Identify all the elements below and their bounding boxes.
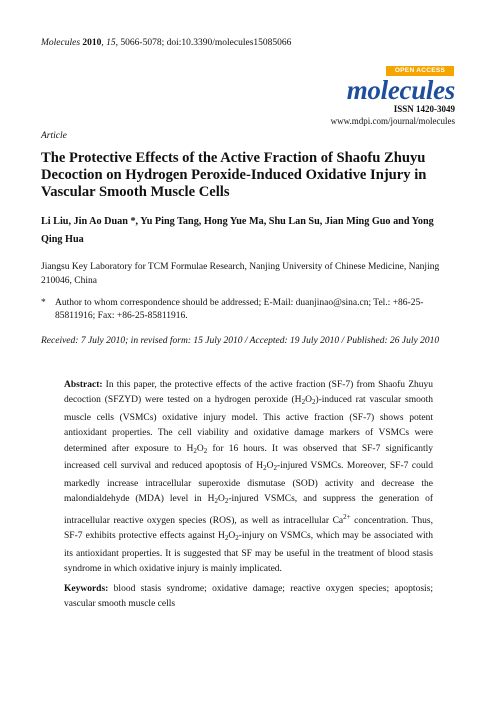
author-list: Li Liu, Jin Ao Duan *, Yu Ping Tang, Hong Yue Ma, Shu Lan Su, Jian Ming Guo and Yong Qing Hua	[41, 216, 434, 245]
subscript: 2	[224, 497, 229, 506]
abstract-text: concentration. Thus, SF-7 exhibits protective effects against H	[64, 515, 433, 542]
abstract-text: )-induced rat vascular smooth muscle cells (VSMCs) oxidative injury model. This active fraction (SF-7) shows potent antioxidant properties. The cell viability and oxidative damage markers of VSMCs were determined after exposure to H	[64, 395, 434, 454]
citation-volume: 15	[106, 38, 116, 48]
abstract-label: Abstract:	[64, 380, 103, 390]
correspondence-mark: *	[41, 298, 46, 308]
citation-year: 2010	[82, 38, 102, 48]
abstract-text: O	[228, 531, 236, 542]
abstract-text: -injured VSMCs, and suppress the generation of intracellular reactive oxygen species (ROS), as well as intracellular Ca	[64, 494, 433, 526]
affiliation: Jiangsu Key Laboratory for TCM Formulae Research, Nanjing University of Chinese Medicine, Nanjing 210046, China	[41, 262, 440, 286]
article-type: Article	[41, 131, 67, 141]
subscript: 2	[235, 534, 239, 543]
abstract-text: O	[305, 395, 312, 406]
subscript: 2	[311, 398, 316, 407]
keywords	[64, 582, 433, 612]
superscript: 2+	[343, 512, 351, 521]
open-access-badge: OPEN ACCESS	[386, 66, 454, 76]
correspondence-note	[41, 297, 461, 323]
citation-pages-doi: , 5066-5078; doi:10.3390/molecules15085066	[115, 38, 292, 48]
abstract-text: O	[196, 443, 204, 454]
subscript: 2	[301, 398, 306, 407]
subscript: 2	[273, 464, 278, 473]
article-title: The Protective Effects of the Active Fraction of Shaofu Zhuyu Decoction on Hydrogen Peroxide-Induced Oxidative Injury in Vascular Smooth Muscle Cells	[41, 150, 427, 200]
publication-dates: Received: 7 July 2010; in revised form: 15 July 2010 / Accepted: 19 July 2010 / Published: 26 July 2010	[41, 336, 440, 346]
subscript: 2	[203, 446, 208, 455]
issn: ISSN 1420-3049	[393, 104, 455, 114]
abstract-text: In this paper, the protective effects of the active fraction (SF-7) from Shaofu Zhuyu decoction (SFZYD) were tested on a hydrogen peroxide (H	[64, 380, 433, 406]
abstract-text: O	[266, 461, 274, 472]
subscript: 2	[214, 497, 218, 506]
abstract-text: -injured VSMCs. Moreover, SF-7 could markedly increase intracellular superoxide dismutase (SOD) activity and decrease the malondialdehyde (MDA) level in H	[64, 461, 433, 505]
keywords-label: Keywords:	[64, 584, 109, 594]
keywords-text: blood stasis syndrome; oxidative damage; reactive oxygen species; apoptosis; vascular smooth muscle cells	[64, 584, 433, 609]
correspondence-text: Author to whom correspondence should be addressed; E-Mail: duanjinao@sina.cn; Tel.: +86-25-85811916; Fax: +86-25-85811916.	[55, 298, 424, 321]
subscript: 2	[263, 464, 267, 473]
abstract	[64, 378, 433, 578]
subscript: 2	[193, 446, 197, 455]
abstract-text: -injury on VSMCs, which may be associated with its antioxidant properties. It is suggested that SF may be useful in the treatment of blood stasis syndrome in which oxidative injury is mainly implicated.	[64, 531, 433, 575]
subscript: 2	[224, 534, 229, 543]
journal-url[interactable]: www.mdpi.com/journal/molecules	[330, 116, 455, 126]
citation-line: Molecules 2010, 15, 5066-5078; doi:10.3390/molecules15085066	[41, 38, 292, 48]
journal-name: Molecules	[41, 38, 81, 48]
abstract-text: O	[217, 494, 225, 505]
journal-logo: molecules	[346, 75, 455, 105]
abstract-text: for 16 hours. It was observed that SF-7 significantly increased cell survival and reduced apoptosis of H	[64, 443, 433, 472]
